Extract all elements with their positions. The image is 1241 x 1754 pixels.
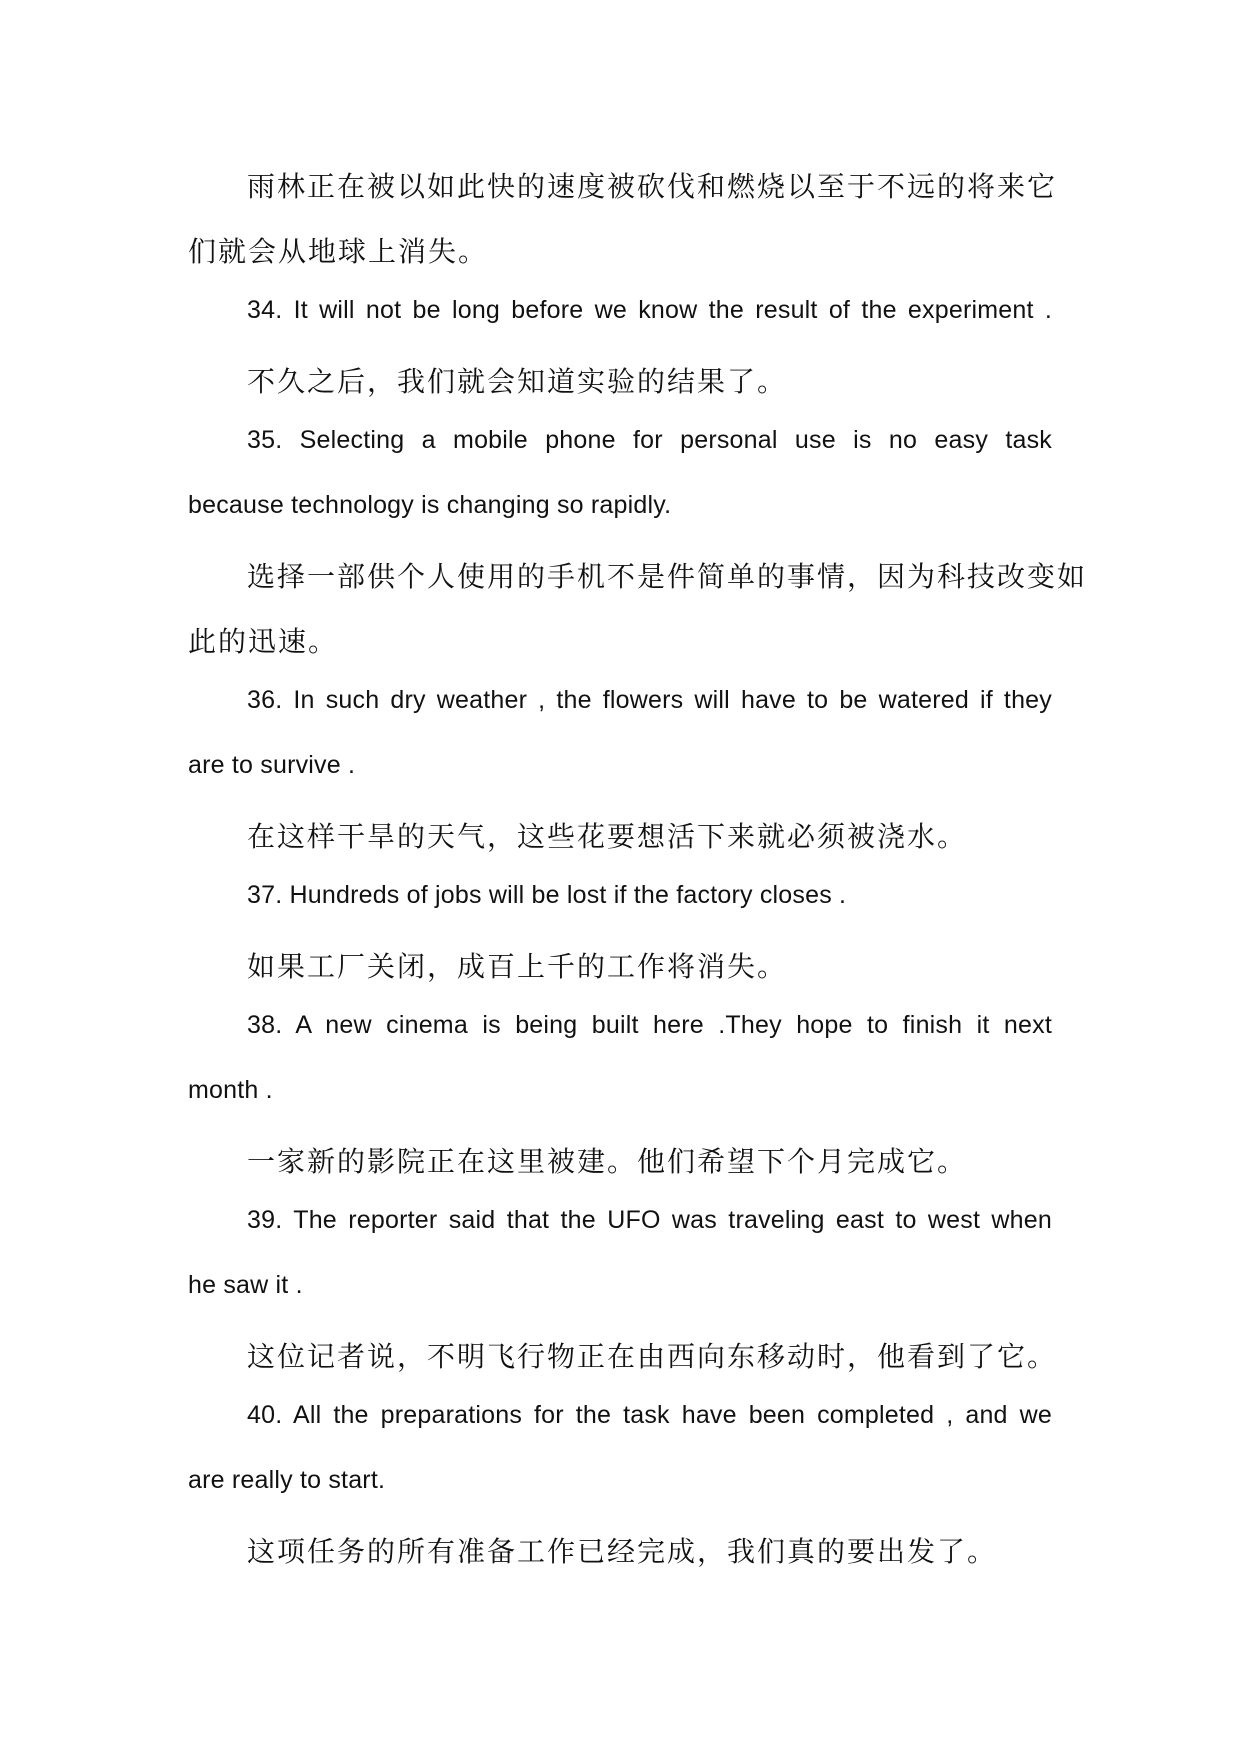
sentence-37: 37. Hundreds of jobs will be lost if the factory closes . <box>247 881 847 909</box>
translation-35-line-1: 选择一部供个人使用的手机不是件简单的事情，因为科技改变如 <box>247 560 1088 593</box>
translation-34: 不久之后，我们就会知道实验的结果了。 <box>247 365 788 398</box>
translation-35-line-2: 此的迅速。 <box>188 625 339 658</box>
translation-33-line-1: 雨林正在被以如此快的速度被砍伐和燃烧以至于不远的将来它 <box>247 170 1058 203</box>
translation-38: 一家新的影院正在这里被建。他们希望下个月完成它。 <box>247 1145 968 1178</box>
sentence-34: 34. It will not be long before we know the result of the experiment . <box>247 296 1052 324</box>
sentence-36-line-2: are to survive . <box>188 751 356 779</box>
sentence-38-line-1: 38. A new cinema is being built here .They hope to finish it next <box>247 1011 1052 1039</box>
sentence-40-line-1: 40. All the preparations for the task have been completed , and we <box>247 1401 1052 1429</box>
translation-39: 这位记者说，不明飞行物正在由西向东移动时，他看到了它。 <box>247 1340 1058 1373</box>
translation-37: 如果工厂关闭，成百上千的工作将消失。 <box>247 950 788 983</box>
sentence-38-line-2: month . <box>188 1076 273 1104</box>
sentence-39-line-1: 39. The reporter said that the UFO was traveling east to west when <box>247 1206 1052 1234</box>
sentence-36-line-1: 36. In such dry weather , the flowers will have to be watered if they <box>247 686 1052 714</box>
translation-40: 这项任务的所有准备工作已经完成，我们真的要出发了。 <box>247 1535 998 1568</box>
translation-36: 在这样干旱的天气，这些花要想活下来就必须被浇水。 <box>247 820 968 853</box>
sentence-40-line-2: are really to start. <box>188 1466 386 1494</box>
translation-33-line-2: 们就会从地球上消失。 <box>188 235 489 268</box>
sentence-35-line-2: because technology is changing so rapidly. <box>188 491 672 519</box>
sentence-39-line-2: he saw it . <box>188 1271 303 1299</box>
sentence-35-line-1: 35. Selecting a mobile phone for personal use is no easy task <box>247 426 1052 454</box>
